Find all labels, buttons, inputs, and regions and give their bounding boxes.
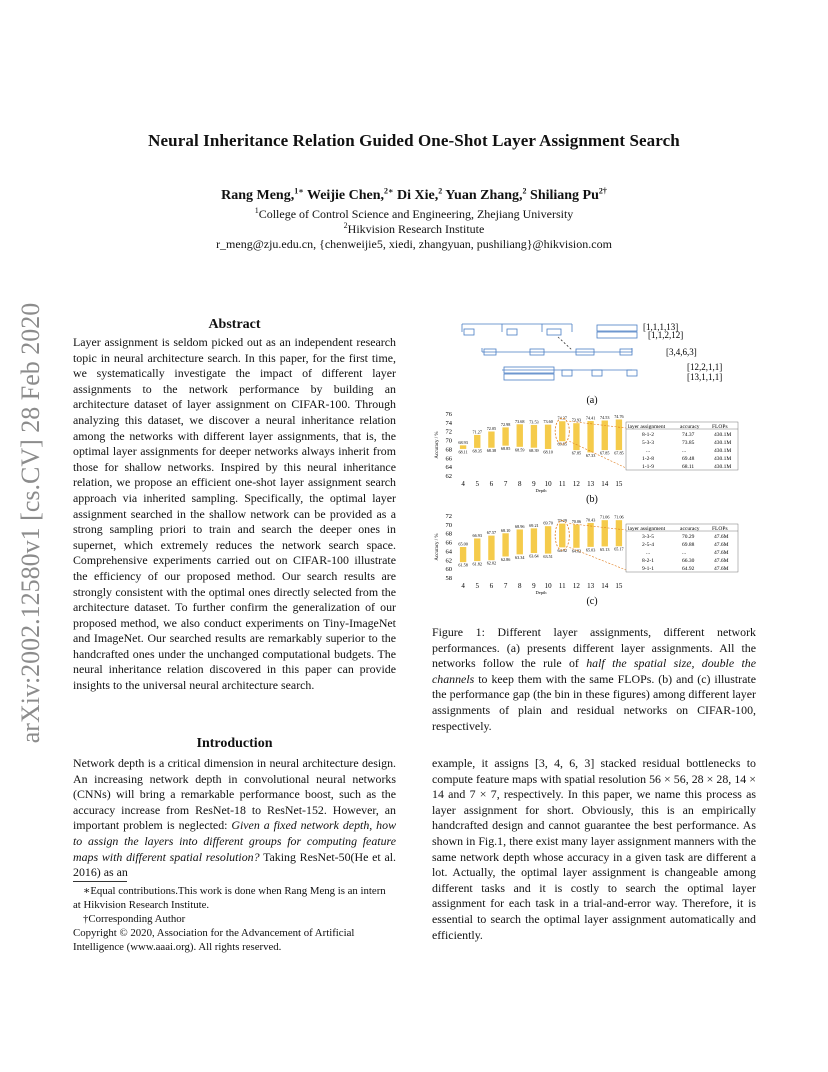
max-value-label: 70.29 (557, 518, 567, 524)
accuracy-range-bar (616, 419, 622, 450)
paper-title: Neural Inheritance Relation Guided One-Shot Layer Assignment Search (148, 131, 680, 150)
table-cell: 8-1-2 (642, 432, 654, 438)
max-value-label: 73.53 (529, 419, 539, 425)
min-value-label: 67.85 (571, 450, 582, 456)
accuracy-range-bar (488, 536, 494, 561)
table-cell: ... (682, 448, 687, 454)
x-tick-label: 4 (461, 480, 465, 488)
min-value-label: 61.82 (472, 561, 482, 567)
table-header-cell: accuracy (680, 424, 700, 430)
x-tick-label: 12 (572, 582, 580, 590)
table-header-cell: layer assignment (628, 424, 666, 430)
table-cell: 1-1-9 (642, 464, 654, 470)
author-name: Di Xie, (393, 188, 439, 203)
x-tick-label: 7 (503, 480, 508, 488)
arxiv-stamp (11, 285, 51, 760)
panel-a-diagram (462, 324, 637, 380)
max-value-label: 71.27 (472, 429, 482, 435)
min-value-label: 67.85 (614, 450, 624, 456)
table-cell: 74.37 (682, 432, 695, 438)
x-tick-label: 14 (601, 582, 609, 590)
x-tick-label: 6 (489, 582, 494, 590)
accuracy-range-bar (502, 427, 508, 445)
x-tick-label: 11 (558, 582, 566, 590)
stage-block (597, 325, 637, 331)
x-tick-label: 13 (587, 480, 595, 488)
min-value-label: 64.82 (571, 548, 582, 554)
x-tick-label: 9 (532, 582, 536, 590)
table-cell: ... (645, 550, 651, 556)
accuracy-range-bar (587, 523, 593, 547)
min-value-label: 63.51 (543, 554, 553, 560)
x-tick-label: 9 (532, 480, 536, 488)
accuracy-range-bar (573, 423, 579, 450)
max-value-label: 69.21 (529, 522, 539, 528)
max-value-label: 73.93 (571, 417, 582, 423)
assignment-label: [12,2,1,1] (687, 362, 723, 372)
author-name: Rang Meng, (221, 188, 295, 203)
min-value-label: 68.38 (486, 448, 497, 454)
y-tick-label: 70 (445, 437, 452, 445)
accuracy-range-bar (531, 425, 537, 448)
max-value-label: 69.70 (543, 520, 553, 526)
max-value-label: 72.98 (500, 421, 511, 427)
accuracy-range-bar (488, 431, 494, 447)
y-tick-label: 66 (445, 455, 452, 463)
table-cell: 430.1M (714, 440, 732, 446)
arch-connector (482, 348, 632, 352)
table-cell: 73.85 (682, 440, 695, 446)
stage-block (547, 329, 561, 335)
y-tick-label: 68 (445, 446, 452, 454)
min-value-label: 68.35 (472, 448, 482, 454)
y-tick-label: 76 (445, 411, 452, 418)
x-tick-label: 13 (587, 582, 595, 590)
table-cell: 47.6M (714, 534, 729, 540)
y-axis-label: Accuracy / % (435, 533, 440, 561)
assignment-label: [1,1,2,12] (648, 330, 684, 340)
table-cell: 430.1M (714, 432, 732, 438)
x-tick-label: 15 (615, 582, 623, 590)
aff-text: Hikvision Research Institute (347, 222, 485, 236)
panel-a-label: (a) (586, 395, 598, 406)
x-tick-label: 12 (572, 480, 580, 488)
accuracy-range-bar (502, 533, 508, 556)
accuracy-range-bar (460, 445, 466, 449)
min-value-label: 63.64 (529, 553, 539, 559)
stage-block (597, 332, 637, 338)
figure-caption (432, 625, 756, 734)
table-cell: 430.1M (714, 456, 732, 462)
stage-block (507, 329, 517, 335)
panel-b-chart (435, 411, 738, 493)
accuracy-range-bar (573, 525, 579, 548)
max-value-label: 74.53 (600, 415, 610, 421)
accuracy-range-bar (474, 538, 480, 561)
accuracy-range-bar (559, 524, 565, 548)
min-value-label: 68.59 (515, 447, 525, 453)
table-cell: 1-2-8 (642, 456, 654, 462)
x-tick-label: 5 (475, 480, 479, 488)
table-cell: 70.29 (682, 534, 695, 540)
y-axis-label: Accuracy / % (435, 431, 440, 459)
intro-text: Taking ResNet-50(He et al. 2016) as an (73, 849, 396, 880)
intro-text: Network depth is a critical dimension in neural architecture design. An increasing network depth in convolutional neural networks (CNNs) will bring a remarkable performance boost, such as the accuracy increase from ResNet-18 to ResNet-152. However, an important problem is neglected: (73, 756, 396, 833)
author-mark: 2† (598, 186, 607, 196)
table-cell: 9-1-1 (642, 566, 654, 572)
table-cell: 430.1M (714, 448, 732, 454)
panel-c-chart (435, 513, 738, 595)
arxiv-id: arXiv:2002.12580v1 [cs.CV] 28 Feb 2020 (16, 302, 45, 743)
table-cell: 47.6M (714, 542, 729, 548)
accuracy-range-bar (616, 520, 622, 546)
min-value-label: 67.33 (585, 452, 596, 458)
accuracy-range-bar (531, 528, 537, 553)
x-tick-label: 7 (503, 582, 508, 590)
max-value-label: 66.93 (472, 532, 482, 538)
y-tick-label: 64 (445, 464, 452, 472)
min-value-label: 67.85 (600, 450, 610, 456)
x-tick-label: 15 (615, 480, 623, 488)
author-emails: r_meng@zju.edu.cn, {chenweijie5, xiedi, zhangyuan, pushiliang}@hikvision.com (216, 237, 612, 251)
x-axis-label: Depth (535, 488, 547, 493)
dashed-arrow (558, 337, 572, 350)
min-value-label: 68.10 (543, 449, 553, 455)
figure-1 (432, 312, 756, 612)
min-value-label: 68.85 (500, 446, 511, 452)
stage-block (464, 329, 474, 335)
max-value-label: 72.05 (486, 425, 497, 431)
max-value-label: 70.06 (571, 519, 582, 525)
caption-text: Figure 1: Different layer assignments, different network performances. (a) presents different layer assignments. All the networks follow the rule of (432, 625, 756, 671)
max-value-label: 70.43 (585, 517, 596, 523)
abstract-text: Layer assignment is seldom picked out as an independent research topic in neural architecture search. In this paper, for the first time, we systematically investigate the impact of different layer assignments to the network performance by building an architecture dataset of layer assignment on CIFAR-100. Through analyzing this dataset, we discover a neural inheritance relation among the networks with different layer assignments, that is, the optimal layer assignments for deeper networks always inherit from those for shallow networks. Inspired by this neural inheritance relation, we propose an efficient one-shot layer assignment search approach via inherited sampling. Specifically, the optimal layer assignment searched in the shallow network can be provided as a strong sampling priori to train and search the deeper ones in supernet, which extremely reduces the network search space. Comprehensive experiments carried out on CIFAR-100 illustrate the efficiency of our proposed method. Our search results are strongly consistent with the optimal ones directly selected from the architecture dataset. To further confirm the generalization of our proposed method, we also conduct experiments on Tiny-ImageNet and ImageNet. Our searched results are remarkably superior to the handcrafted ones under the unchanged computational budgets. The neural inheritance relation discovered in this paper can provide insights to the universal neural architecture search. (73, 335, 396, 693)
max-value-label: 65.00 (458, 541, 468, 547)
intro-question: Given a fixed network depth, how to assign the layers into different groups for computing feature maps with different spatial resolution? (73, 818, 396, 864)
min-value-label: 62.02 (486, 560, 497, 566)
accuracy-range-bar (545, 425, 551, 449)
abstract-heading: Abstract (208, 317, 261, 332)
y-tick-label: 62 (445, 473, 452, 480)
panel-b-label: (b) (586, 494, 598, 505)
accuracy-range-bar (474, 435, 480, 448)
author-name: Shiliang Pu (526, 188, 599, 203)
author-name: Weijie Chen, (303, 188, 384, 203)
accuracy-range-bar (460, 547, 466, 562)
y-tick-label: 58 (445, 575, 452, 582)
y-tick-label: 70 (445, 521, 452, 529)
table-header-cell: FLOPs (712, 424, 728, 430)
caption-text: to keep them with the same FLOPs. (b) and (c) illustrate the performance gap (the bin in these figures) among different layer assignments of plain and residual networks on CIFAR-100, respectively. (432, 671, 756, 733)
intro-continuation: example, it assigns [3, 4, 6, 3] stacked residual bottlenecks to compute feature maps with spatial resolution 56 × 56, 28 × 28, 14 × 14 and 7 × 7, respectively. In this paper, we name this process as layer assignment for short. Obviously, this is an empirically handcrafted design and cannot guarantee the best performance. As shown in Fig.1, there exist many layer assignment manners with the same network depth whose accuracy in a given task are different a lot. Actually, the optimal layer assignment is changeable among different tasks and it is costly to search the optimal layer assignment for each task in a trial-and-error way. Therefore, it is essential to search the optimal layer assignment automatically and efficiently. (432, 756, 756, 942)
author-mark: 2 (438, 186, 443, 196)
stage-block (627, 370, 637, 376)
x-tick-label: 10 (544, 582, 552, 590)
author-line (0, 188, 828, 204)
accuracy-range-bar (587, 421, 593, 452)
author-mark: 2 (522, 186, 527, 196)
max-value-label: 74.41 (585, 415, 596, 421)
y-tick-label: 62 (445, 557, 452, 565)
table-cell: 69.88 (682, 542, 695, 548)
author-name: Yuan Zhang, (442, 188, 523, 203)
table-cell: ... (645, 448, 651, 454)
x-tick-label: 6 (489, 480, 494, 488)
x-tick-label: 8 (518, 480, 522, 488)
y-tick-label: 60 (445, 566, 452, 574)
min-value-label: 68.39 (529, 448, 539, 454)
accuracy-range-bar (517, 424, 523, 447)
aff-mark: 2 (343, 221, 348, 230)
max-value-label: 68.10 (500, 527, 511, 533)
table-cell: 3-3-5 (642, 534, 654, 540)
table-header-cell: accuracy (680, 526, 700, 532)
author-mark: 1∗ (294, 186, 304, 196)
stage-block (562, 370, 572, 376)
introduction-heading: Introduction (196, 736, 273, 751)
accuracy-range-bar (559, 421, 565, 441)
min-value-label: 61.58 (458, 562, 468, 568)
y-tick-label: 66 (445, 539, 452, 547)
footnote-corresponding: †Corresponding Author (83, 913, 186, 925)
y-tick-label: 68 (445, 530, 452, 538)
table-cell: 69.48 (682, 456, 695, 462)
table-cell: 430.1M (714, 464, 732, 470)
table-cell: 2-5-4 (642, 542, 654, 548)
table-header-cell: layer assignment (628, 526, 666, 532)
stage-block (504, 374, 554, 380)
footnote-rule (73, 881, 127, 882)
panel-c-label: (c) (586, 596, 598, 607)
footnote-equal: ∗Equal contributions.This work is done when Rang Meng is an intern at Hikvision Research Institute. (73, 885, 386, 911)
table-cell: 47.6M (714, 558, 729, 564)
accuracy-range-bar (517, 529, 523, 554)
max-value-label: 74.37 (557, 415, 567, 421)
table-cell: 66.30 (682, 558, 695, 564)
table-cell: 8-2-1 (642, 558, 654, 564)
caption-emphasis: half the spatial size, double the channels (432, 656, 756, 686)
accuracy-range-bar (602, 520, 608, 546)
y-tick-label: 72 (445, 428, 452, 436)
intro-paragraph (73, 756, 396, 881)
table-cell: 47.6M (714, 566, 729, 572)
y-tick-label: 72 (445, 513, 452, 520)
assignment-label: [1,1,1,13] (643, 322, 679, 332)
x-axis-label: Depth (535, 590, 547, 595)
max-value-label: 74.76 (614, 413, 624, 419)
max-value-label: 68.93 (458, 439, 468, 445)
table-cell: 47.6M (714, 550, 729, 556)
max-value-label: 73.60 (543, 419, 553, 425)
table-cell: 68.11 (682, 464, 695, 470)
assignment-label: [13,1,1,1] (687, 372, 723, 382)
min-value-label: 69.85 (557, 441, 567, 447)
min-value-label: 65.17 (614, 546, 624, 552)
min-value-label: 65.13 (600, 546, 610, 552)
stage-block (592, 370, 602, 376)
min-value-label: 65.03 (585, 547, 596, 553)
x-tick-label: 14 (601, 480, 609, 488)
max-value-label: 68.96 (515, 523, 525, 529)
min-value-label: 68.11 (458, 449, 468, 455)
min-value-label: 64.92 (557, 547, 567, 553)
max-value-label: 71.06 (600, 514, 610, 520)
max-value-label: 67.57 (486, 530, 497, 536)
table-cell: 64.92 (682, 566, 695, 572)
affiliation-1 (0, 207, 828, 222)
copyright-notice: Copyright © 2020, Association for the Advancement of Artificial Intelligence (www.aaai.org). All rights reserved. (73, 927, 355, 953)
min-value-label: 62.86 (500, 556, 511, 562)
y-tick-label: 74 (445, 419, 452, 427)
author-mark: 2∗ (383, 186, 394, 196)
y-tick-label: 64 (445, 548, 452, 556)
aff-text: College of Control Science and Engineering, Zhejiang University (258, 207, 574, 221)
x-tick-label: 4 (461, 582, 465, 590)
x-tick-label: 8 (518, 582, 522, 590)
aff-mark: 1 (254, 206, 259, 215)
assignment-label: [3,4,6,3] (666, 347, 697, 357)
affiliation-2 (0, 222, 828, 237)
accuracy-range-bar (545, 526, 551, 553)
max-value-label: 73.68 (515, 418, 525, 424)
x-tick-label: 10 (544, 480, 552, 488)
x-tick-label: 11 (558, 480, 566, 488)
x-tick-label: 5 (475, 582, 479, 590)
table-cell: ... (682, 550, 687, 556)
table-header-cell: FLOPs (712, 526, 728, 532)
min-value-label: 63.34 (515, 554, 525, 560)
table-cell: 5-3-3 (642, 440, 654, 446)
max-value-label: 71.06 (614, 514, 624, 520)
